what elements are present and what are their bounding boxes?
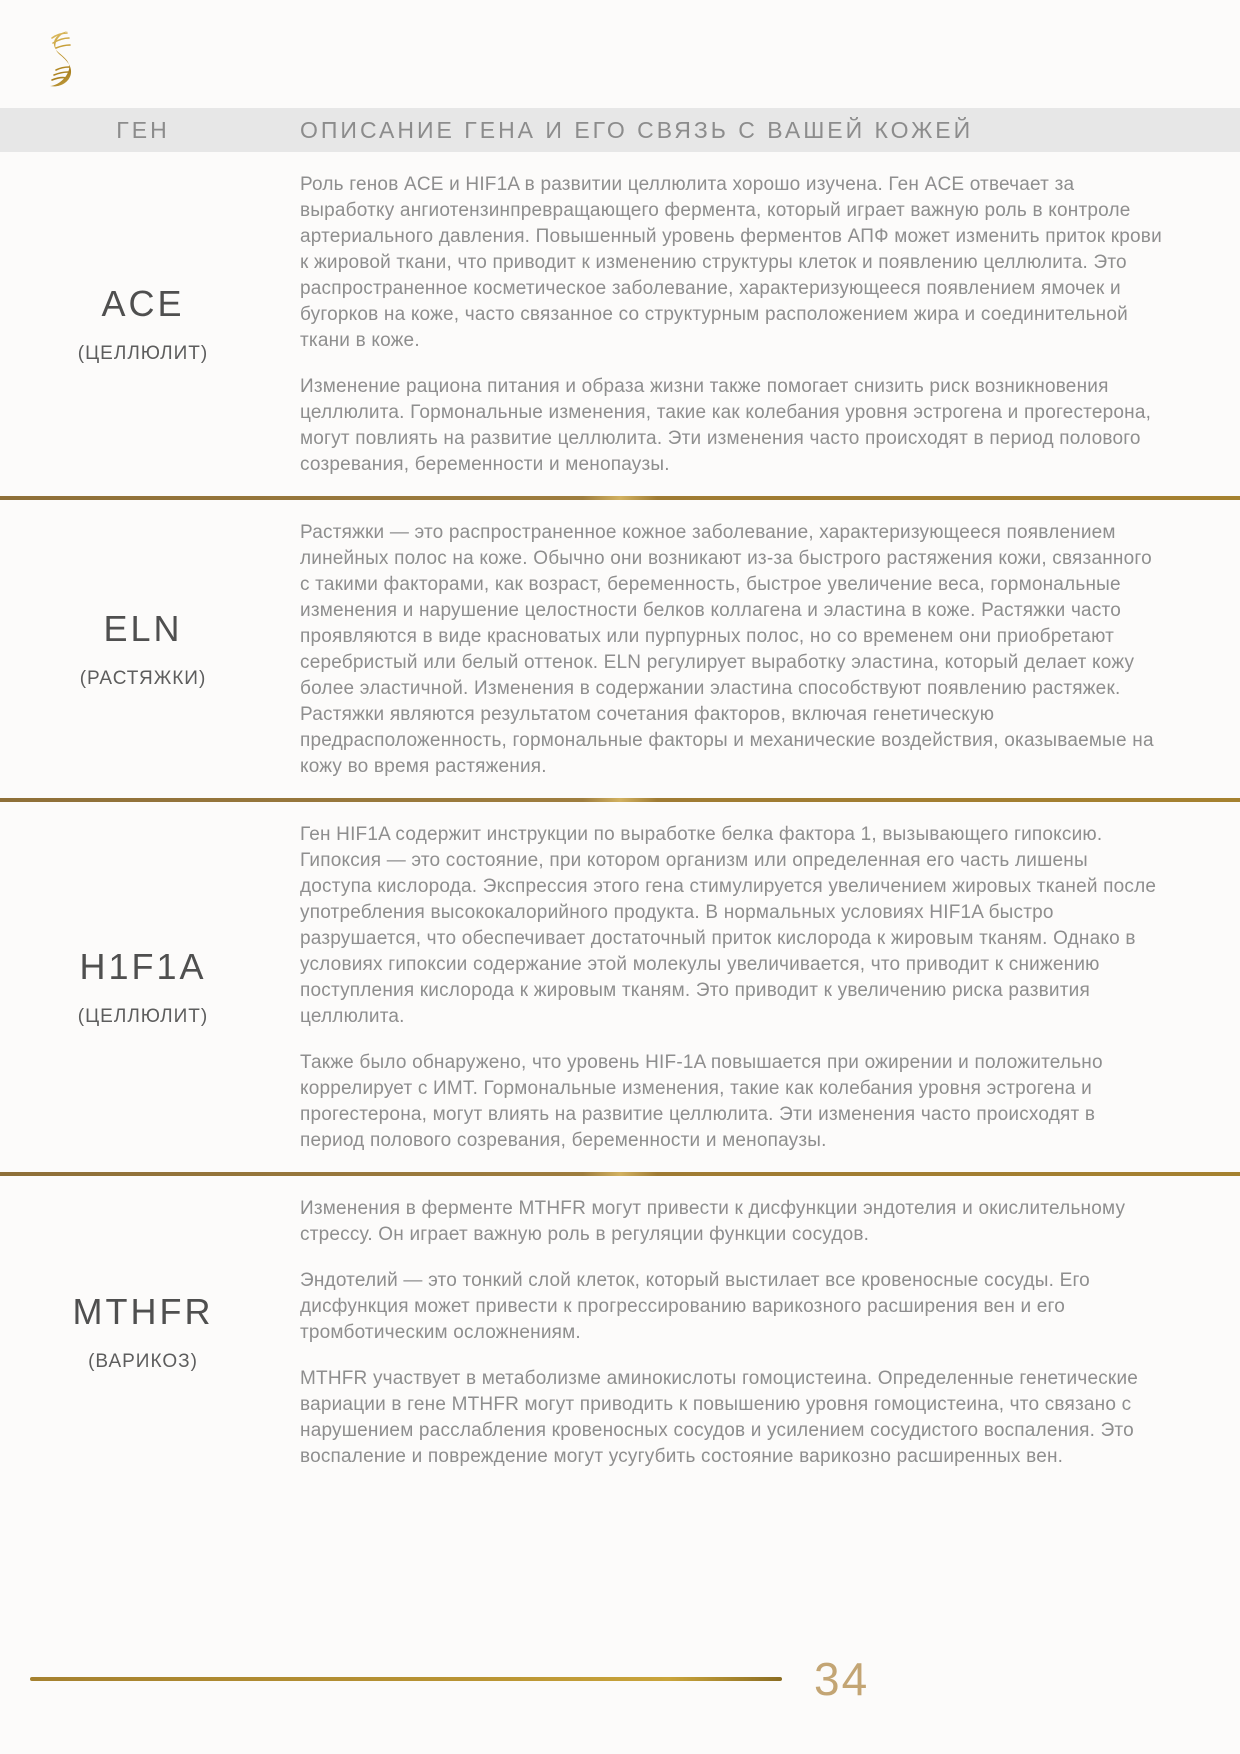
- dna-helix-icon: [44, 28, 80, 90]
- gene-name: ELN: [103, 608, 183, 649]
- gene-row: [0, 1176, 1240, 1488]
- gene-table: [0, 152, 1240, 1488]
- gene-description-cell: [286, 152, 1240, 496]
- page-footer: [0, 1653, 1240, 1716]
- table-header: [0, 108, 1240, 152]
- page-number: 34: [814, 1653, 870, 1705]
- gene-description-cell: [286, 500, 1240, 798]
- gene-subtitle: (ЦЕЛЛЮЛИТ): [77, 1006, 209, 1027]
- gene-cell: [0, 500, 286, 798]
- description-paragraph: Эндотелий — это тонкий слой клеток, который выстилает все кровеносные сосуды. Его дисфункция может привести к прогрессированию варикозного расширения вен и его тромботическим осложнениям.: [300, 1270, 1090, 1343]
- description-paragraph: Также было обнаружено, что уровень HIF-1A повышается при ожирении и положительно коррелирует с ИМТ. Гормональные изменения, такие как колебания уровня эстрогена и прогестерона, могут влиять на развитие целлюлита. Эти изменения часто происходят в период полового созревания, беременности и менопаузы.: [300, 1052, 1103, 1151]
- header-description-column-label: ОПИСАНИЕ ГЕНА И ЕГО СВЯЗЬ С ВАШЕЙ КОЖЕЙ: [300, 116, 974, 143]
- gene-subtitle: (ВАРИКОЗ): [88, 1351, 198, 1372]
- gene-row: [0, 500, 1240, 798]
- gene-cell: [0, 1176, 286, 1488]
- gene-cell: [0, 802, 286, 1172]
- gene-subtitle: (ЦЕЛЛЮЛИТ): [77, 343, 209, 364]
- description-paragraph: Изменение рациона питания и образа жизни также помогает снизить риск возникновения целлюлита. Гормональные изменения, такие как колебания уровня эстрогена и прогестерона, могут повлиять на развитие целлюлита. Эти изменения часто происходят в период полового созревания, беременности и менопаузы.: [300, 376, 1152, 475]
- description-paragraph: MTHFR участвует в метаболизме аминокислоты гомоцистеина. Определенные генетические вариации в гене MTHFR могут приводить к повышению уровня гомоцистеина, что связано с нарушением расслабления кровеносных сосудов и усилением сосудистого воспаления. Это воспаление и повреждение могут усугубить состояние варикозно расширенных вен.: [300, 1368, 1139, 1467]
- gene-name: ACE: [101, 283, 185, 324]
- footer-gold-line: [30, 1677, 782, 1681]
- description-paragraph: Растяжки — это распространенное кожное заболевание, характеризующееся появлением линейных полос на коже. Обычно они возникают из-за быстрого растяжения кожи, связанного с такими факторами, как возраст, беременность, быстрое увеличение веса, гормональные изменения и нарушение целостности белков коллагена и эластина в коже. Растяжки часто проявляются в виде красноватых или пурпурных полос, но со временем они приобретают серебристый или белый оттенок. ELN регулирует выработку эластина, который делает кожу более эластичной. Изменения в содержании эластина способствуют появлению растяжек. Растяжки являются результатом сочетания факторов, включая генетическую предрасположенность, гормональные факторы и механические воздействия, оказываемые на кожу во время растяжения.: [300, 522, 1154, 777]
- gene-subtitle: (РАСТЯЖКИ): [79, 668, 207, 689]
- gene-name: MTHFR: [72, 1291, 214, 1332]
- gene-row: [0, 152, 1240, 496]
- gene-name: H1F1A: [79, 946, 207, 987]
- gene-cell: [0, 152, 286, 496]
- gene-description-cell: [286, 1176, 1240, 1488]
- description-paragraph: Изменения в ферменте MTHFR могут привести к дисфункции эндотелия и окислительному стрессу. Он играет важную роль в регуляции функции сосудов.: [300, 1198, 1126, 1245]
- description-paragraph: Роль генов ACE и HIF1A в развитии целлюлита хорошо изучена. Ген ACE отвечает за выработку ангиотензинпревращающего фермента, который играет важную роль в контроле артериального давления. Повышенный уровень ферментов АПФ может изменить приток крови к жировой ткани, что приводит к изменению структуры клеток и появлению целлюлита. Это распространенное косметическое заболевание, характеризующееся появлением ямочек и бугорков на коже, часто связанное со структурным расположением жира и соединительной ткани в коже.: [300, 174, 1162, 351]
- header-gene-column-label: ГЕН: [116, 116, 170, 143]
- description-paragraph: Ген HIF1A содержит инструкции по выработке белка фактора 1, вызывающего гипоксию. Гипоксия — это состояние, при котором организм или определенная его часть лишены доступа кислорода. Экспрессия этого гена стимулируется увеличением жировых тканей после употребления высококалорийного продукта. В нормальных условиях HIF1A быстро разрушается, что обеспечивает достаточный приток кислорода к жировым тканям. Однако в условиях гипоксии содержание этой молекулы увеличивается, что приводит к снижению поступления кислорода к жировым тканям. Это приводит к увеличению риска развития целлюлита.: [300, 824, 1157, 1027]
- gene-row: [0, 802, 1240, 1172]
- gene-description-cell: [286, 802, 1240, 1172]
